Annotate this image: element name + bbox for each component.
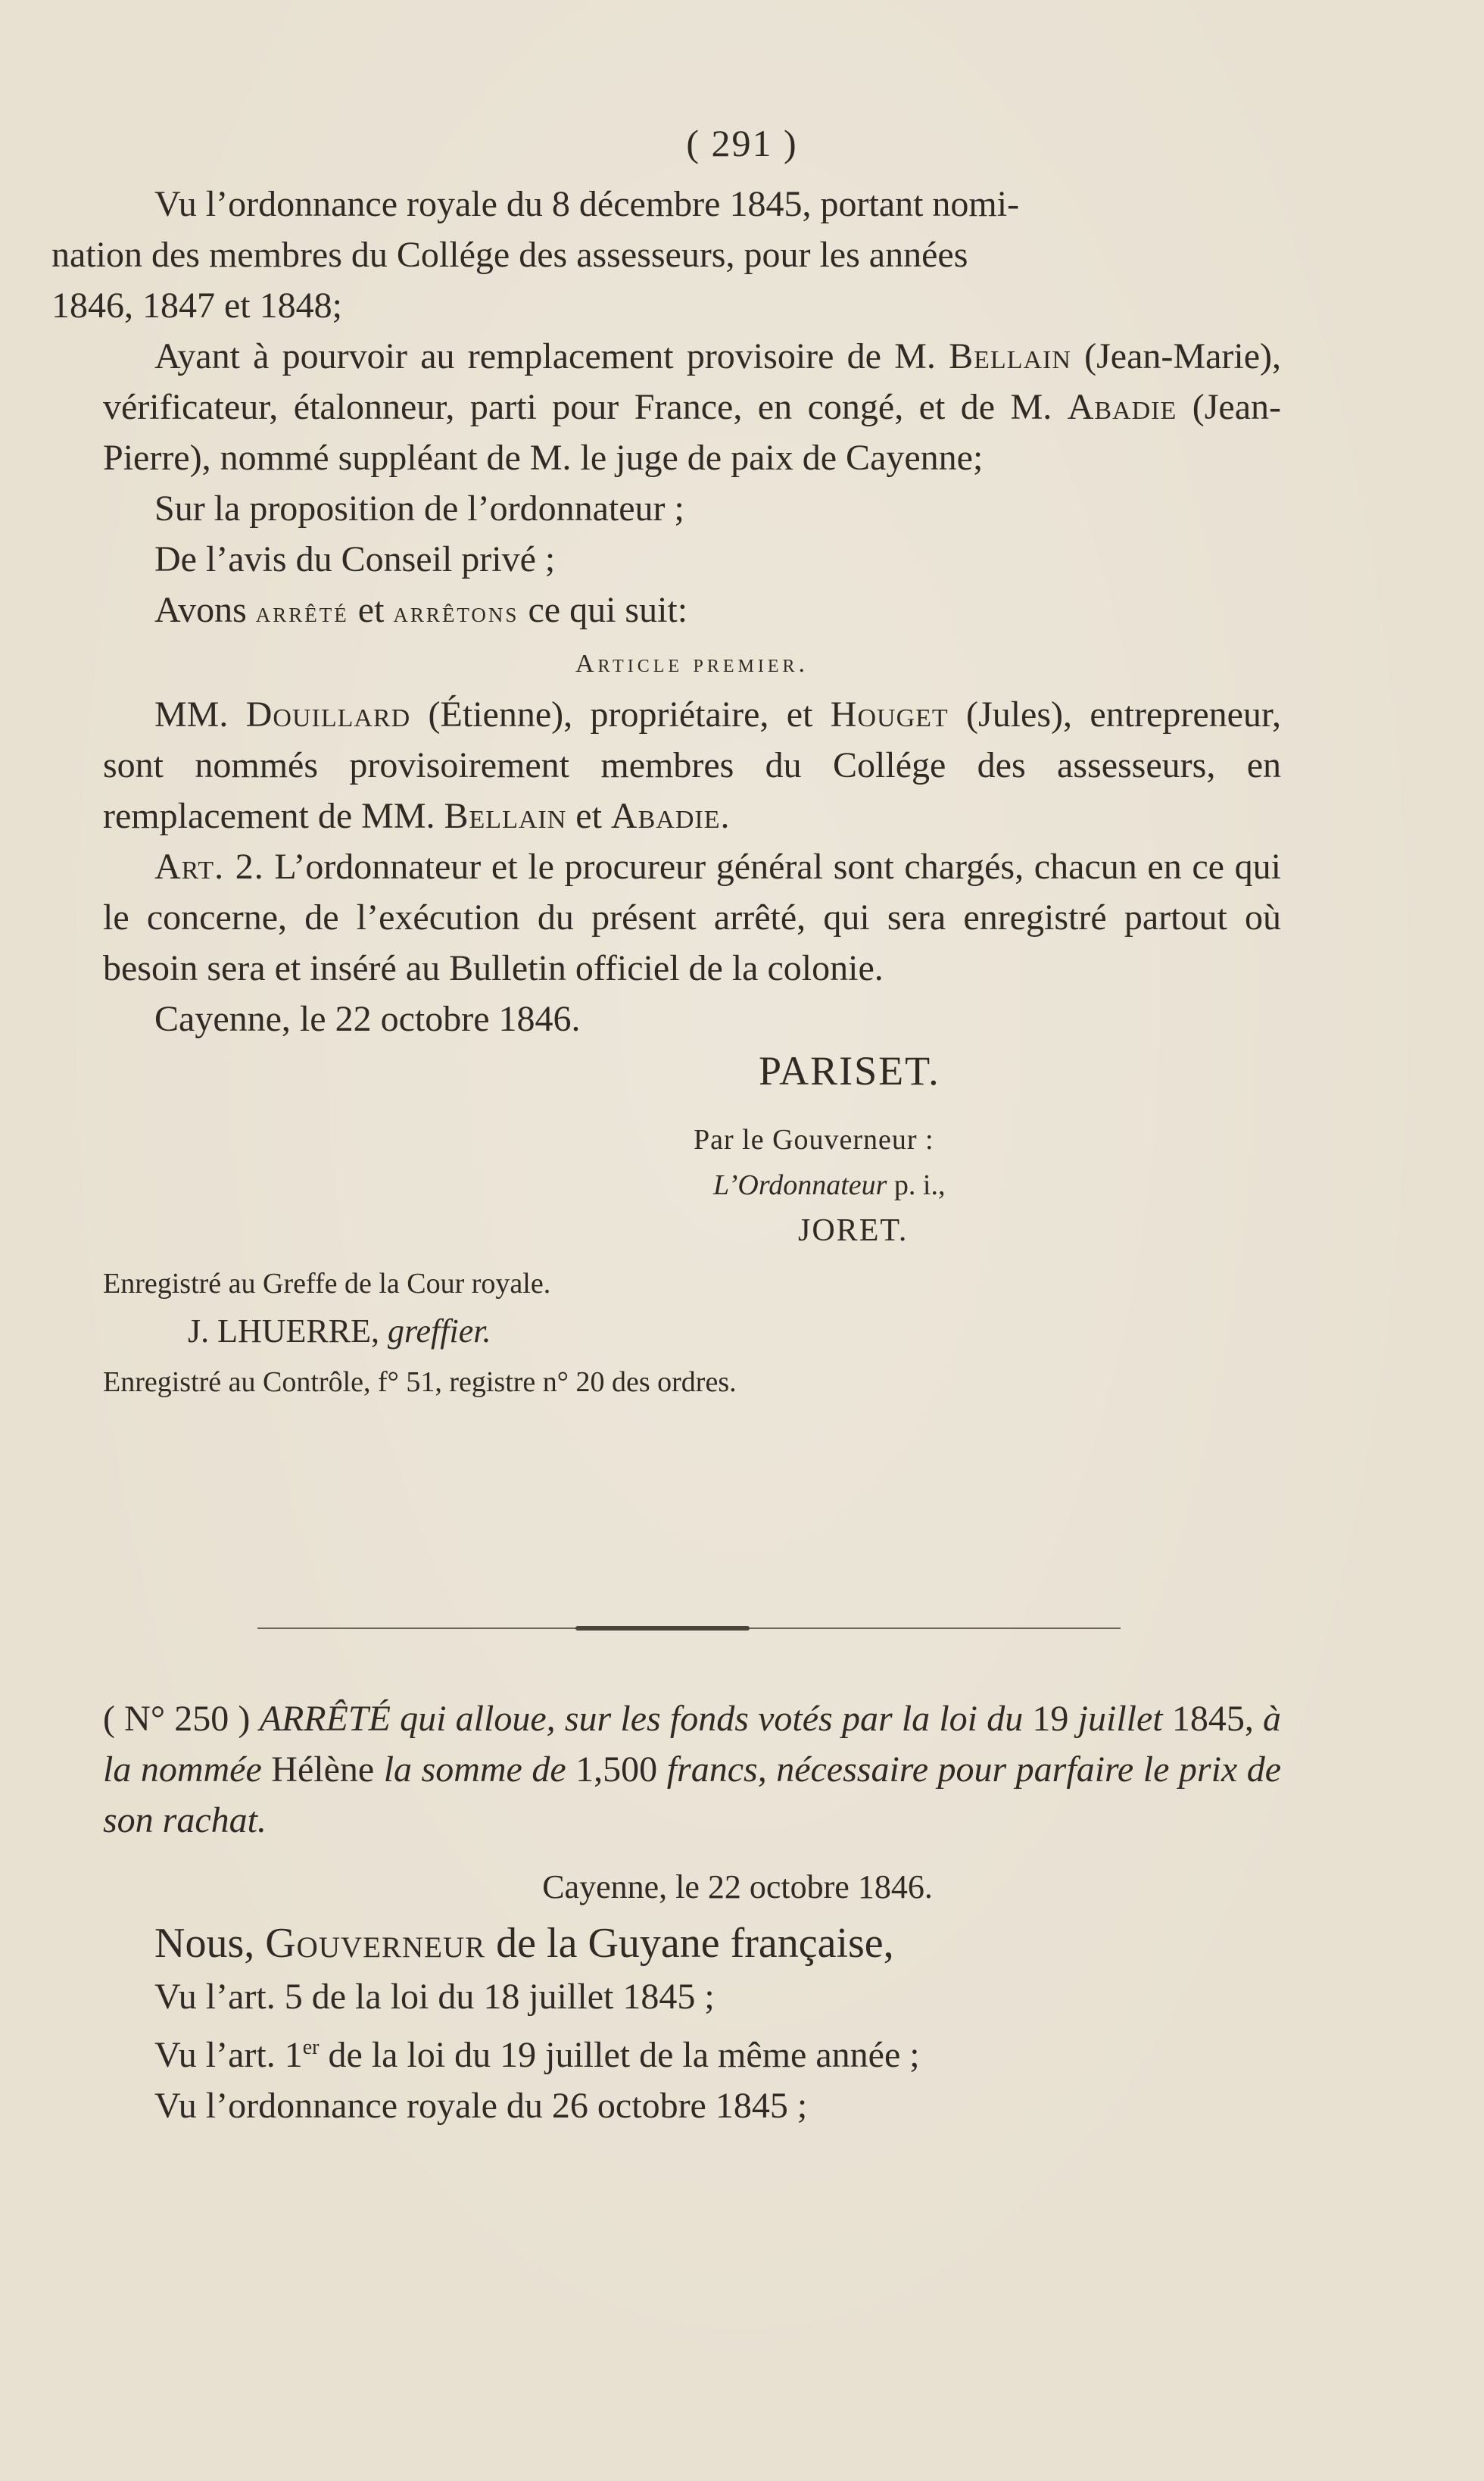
- person-name: Bellain: [949, 336, 1071, 376]
- text-line: Vu l’ordonnance royale du 8 décembre 1845, portant nomi-: [154, 184, 1020, 224]
- text-span: francs, nécessaire pour parfaire le prix de son rachat.: [103, 1749, 1282, 1840]
- superscript: er: [302, 2036, 320, 2059]
- arrete-250-heading: [103, 1693, 1281, 1846]
- section-divider-ornament: [575, 1626, 750, 1631]
- text-span: L’ordonnateur et le procureur général sont chargés, chacun en ce qui le concerne, de l’exécution du présent arrêté, qui sera enregistré partout où besoin sera et inséré au Bulletin officiel de la colonie.: [103, 847, 1281, 988]
- person-name: Houget: [830, 694, 949, 735]
- text-line: 1846, 1847 et 1848;: [51, 286, 342, 326]
- text-span: et: [348, 590, 394, 630]
- paragraph-sur-la-proposition: Sur la proposition de l’ordonnateur ;: [154, 488, 684, 529]
- article-label: Art. 2.: [154, 847, 264, 887]
- text-span: (Jules), entrepreneur, sont nommés provisoirement membres du Collége des assesseurs, en remplacement de MM.: [103, 694, 1281, 836]
- text-span: la somme de: [383, 1749, 566, 1790]
- text-span: 1,500: [566, 1749, 667, 1790]
- text-span: et: [566, 796, 611, 836]
- vu-art-5: Vu l’art. 5 de la loi du 18 juillet 1845 ;: [154, 1977, 715, 2017]
- text-span: juillet: [1077, 1699, 1163, 1739]
- emphasis-word: Gouverneur: [265, 1920, 486, 1967]
- ordonnateur-line: [713, 1162, 1281, 1208]
- article-heading: Article premier.: [575, 650, 809, 678]
- text-span: Ayant à pourvoir au remplacement provisoire de M.: [154, 336, 949, 376]
- par-le-gouverneur: Par le Gouverneur :: [694, 1124, 934, 1156]
- emphasis-word: arrêtons: [393, 597, 519, 629]
- text-span: Hélène: [261, 1749, 384, 1790]
- paragraph-article-1: [103, 689, 1281, 841]
- enregistre-greffe: Enregistré au Greffe de la Cour royale.: [103, 1268, 551, 1300]
- person-name: Abadie.: [610, 796, 731, 836]
- text-span: de la Guyane française,: [485, 1920, 894, 1967]
- text-span: à la nommée: [103, 1699, 1282, 1790]
- greffier-title: greffier.: [388, 1312, 491, 1350]
- text-span: ce qui suit:: [519, 590, 688, 630]
- person-name: Bellain: [444, 796, 567, 836]
- text-span: Vu l’art. 1: [154, 2035, 303, 2075]
- text-span: ARRÊTÉ qui alloue, sur les fonds votés par la loi du: [259, 1699, 1024, 1739]
- vu-art-1er: [103, 2022, 1281, 2080]
- text-span: Nous,: [154, 1920, 266, 1967]
- enregistre-controle: Enregistré au Contrôle, f° 51, registre n° 20 des ordres.: [103, 1366, 737, 1398]
- signature-lhuerre: [188, 1306, 1281, 1356]
- second-arrete-date: Cayenne, le 22 octobre 1846.: [542, 1868, 933, 1905]
- text-span: p. i.,: [887, 1169, 946, 1201]
- text-span: Avons: [154, 590, 256, 630]
- paragraph-vu-ordonnance: [51, 179, 1281, 331]
- text-span: (Étienne), propriétaire, et: [410, 694, 831, 735]
- signature-pariset: PARISET.: [759, 1048, 940, 1094]
- emphasis-word: arrêté: [255, 597, 349, 629]
- place-date: Cayenne, le 22 octobre 1846.: [154, 999, 581, 1039]
- text-span: 19: [1023, 1699, 1078, 1739]
- text-span: MM.: [154, 694, 246, 735]
- text-line: nation des membres du Collége des assesseurs, pour les années: [51, 235, 968, 275]
- text-span: (Jean-Pierre), nommé suppléant de M. le juge de paix de Cayenne;: [103, 387, 1281, 478]
- text-span: J. LHUERRE,: [188, 1312, 388, 1350]
- ordonnateur-title: L’Ordonnateur: [713, 1169, 887, 1201]
- paragraph-article-2: [103, 841, 1281, 994]
- vu-ordonnance-royale: Vu l’ordonnance royale du 26 octobre 1845 ;: [154, 2086, 808, 2126]
- paragraph-ayant-a-pourvoir: [103, 331, 1281, 483]
- text-span: (Jean-Marie), vérificateur, étalonneur, parti pour France, en congé, et de M.: [103, 336, 1281, 427]
- first-arrete-body: [51, 179, 1281, 1405]
- second-arrete-title: [103, 1693, 1281, 1846]
- text-span: 1845,: [1162, 1699, 1264, 1739]
- paragraph-de-l-avis: De l’avis du Conseil privé ;: [154, 539, 556, 579]
- paragraph-avons-arrete: [103, 585, 1281, 638]
- arrete-number: ( N° 250 ): [103, 1699, 260, 1739]
- signature-joret: JORET.: [798, 1213, 909, 1248]
- person-name: Abadie: [1067, 387, 1177, 427]
- person-name: Douillard: [245, 694, 411, 735]
- nous-gouverneur: [103, 1915, 1281, 1971]
- second-arrete-body: [103, 1862, 1281, 2131]
- text-span: de la loi du 19 juillet de la même année ;: [319, 2035, 920, 2075]
- page-number: ( 291 ): [686, 122, 798, 164]
